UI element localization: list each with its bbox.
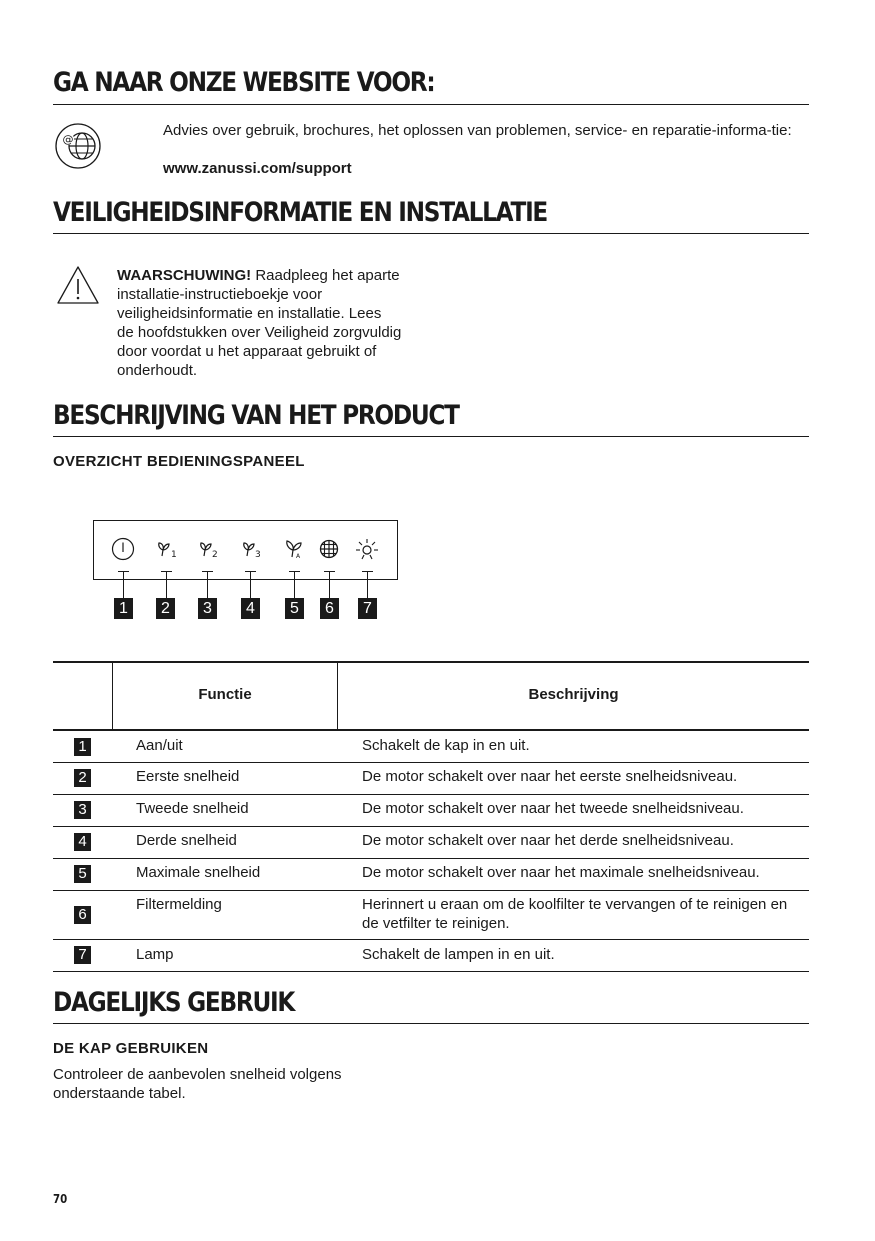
table-top-border xyxy=(53,661,809,663)
row-number-badge: 6 xyxy=(74,906,91,924)
row-divider xyxy=(53,794,809,795)
leader-tick xyxy=(161,571,172,572)
leader-line xyxy=(250,571,251,598)
globe-web-icon xyxy=(54,122,102,170)
row-description: Schakelt de kap in en uit. xyxy=(362,737,530,754)
row-number-badge: 2 xyxy=(74,769,91,787)
row-function: Maximale snelheid xyxy=(136,864,261,881)
row-description: De motor schakelt over naar het derde snelheidsniveau. xyxy=(362,832,734,849)
leader-tick xyxy=(245,571,256,572)
website-heading: GA NAAR ONZE WEBSITE VOOR: xyxy=(53,67,435,98)
leader-tick xyxy=(324,571,335,572)
divider xyxy=(53,233,809,234)
table-bottom-border xyxy=(53,971,809,972)
fan-max-icon xyxy=(282,537,306,561)
row-description: De motor schakelt over naar het maximale snelheidsniveau. xyxy=(362,864,760,881)
panel-number: 4 xyxy=(241,598,260,619)
row-divider xyxy=(53,939,809,940)
row-divider xyxy=(53,762,809,763)
row-divider xyxy=(53,890,809,891)
svg-text:3: 3 xyxy=(255,550,261,560)
safety-heading: VEILIGHEIDSINFORMATIE EN INSTALLATIE xyxy=(53,197,548,228)
row-function: Filtermelding xyxy=(136,896,222,913)
leader-line xyxy=(294,571,295,598)
leader-line xyxy=(329,571,330,598)
row-function: Lamp xyxy=(136,946,174,963)
panel-subheading: OVERZICHT BEDIENINGSPANEEL xyxy=(53,453,305,470)
svg-text:2: 2 xyxy=(212,550,218,560)
row-divider xyxy=(53,826,809,827)
warning-label: WAARSCHUWING! xyxy=(117,267,252,284)
page-number: 70 xyxy=(53,1192,68,1206)
panel-number: 5 xyxy=(285,598,304,619)
row-description: De motor schakelt over naar het eerste snelheidsniveau. xyxy=(362,768,738,785)
warning-text xyxy=(117,266,402,380)
daily-subheading: DE KAP GEBRUIKEN xyxy=(53,1040,209,1057)
lamp-icon xyxy=(355,537,379,561)
website-text: Advies over gebruik, brochures, het oplossen van problemen, service- en reparatie-informa-tie: xyxy=(163,122,792,139)
fan-speed-1-icon xyxy=(154,537,178,561)
divider xyxy=(53,104,809,105)
row-function: Aan/uit xyxy=(136,737,183,754)
leader-tick xyxy=(202,571,213,572)
leader-line xyxy=(207,571,208,598)
filter-icon xyxy=(317,537,341,561)
row-number-badge: 7 xyxy=(74,946,91,964)
leader-tick xyxy=(118,571,129,572)
divider xyxy=(53,1023,809,1024)
row-number-badge: 3 xyxy=(74,801,91,819)
leader-line xyxy=(166,571,167,598)
svg-text:@: @ xyxy=(62,133,74,146)
leader-line xyxy=(123,571,124,598)
panel-number: 7 xyxy=(358,598,377,619)
divider xyxy=(53,436,809,437)
leader-line xyxy=(367,571,368,598)
leader-tick xyxy=(289,571,300,572)
daily-text: Controleer de aanbevolen snelheid volgens onderstaande tabel. xyxy=(53,1066,342,1102)
row-function: Eerste snelheid xyxy=(136,768,240,785)
row-number-badge: 5 xyxy=(74,865,91,883)
row-description: De motor schakelt over naar het tweede snelheidsniveau. xyxy=(362,800,744,817)
panel-number: 2 xyxy=(156,598,175,619)
row-number-badge: 1 xyxy=(74,738,91,756)
row-function: Derde snelheid xyxy=(136,832,237,849)
svg-text:A: A xyxy=(296,553,301,560)
warning-icon xyxy=(56,265,100,305)
row-description: Schakelt de lampen in en uit. xyxy=(362,946,555,963)
svg-text:1: 1 xyxy=(171,550,177,560)
header-beschrijving: Beschrijving xyxy=(528,686,619,703)
fan-speed-2-icon xyxy=(196,537,220,561)
header-functie: Functie xyxy=(198,686,252,703)
row-function: Tweede snelheid xyxy=(136,800,249,817)
warning-body: Raadpleeg het aparte installatie-instructieboekje voor veiligheidsinformatie en installatie. Lees de hoofdstukken over Veiligheid zorgvuldig door voordat u het apparaat gebruikt of onderhoudt. xyxy=(117,267,402,379)
panel-number: 1 xyxy=(114,598,133,619)
row-number-badge: 4 xyxy=(74,833,91,851)
panel-number: 6 xyxy=(320,598,339,619)
row-divider xyxy=(53,858,809,859)
panel-number: 3 xyxy=(198,598,217,619)
fan-speed-3-icon xyxy=(239,537,263,561)
daily-use-heading: DAGELIJKS GEBRUIK xyxy=(53,987,295,1018)
row-description: Herinnert u eraan om de koolfilter te vervangen of te reinigen en de vetfilter te reinigen. xyxy=(362,896,788,932)
table-header-border xyxy=(53,729,809,731)
website-url-link[interactable]: www.zanussi.com/support xyxy=(163,160,352,177)
product-heading: BESCHRIJVING VAN HET PRODUCT xyxy=(53,400,459,431)
power-icon xyxy=(111,537,135,561)
leader-tick xyxy=(362,571,373,572)
